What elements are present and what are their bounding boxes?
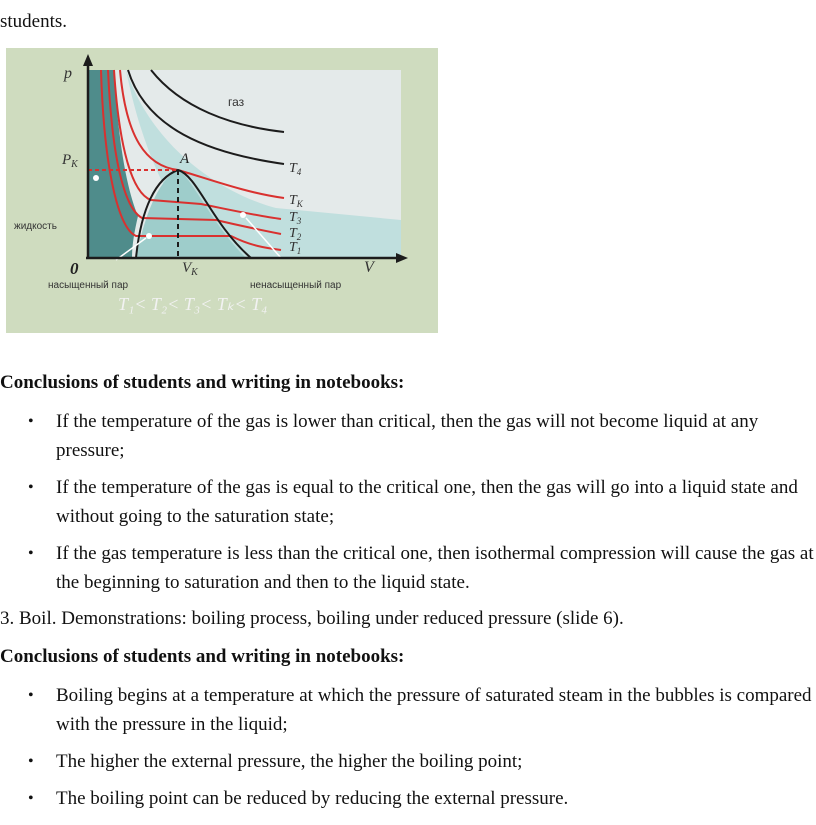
list-item	[0, 681, 816, 739]
t2-label: $T_2$	[289, 226, 302, 242]
temperature-order-caption: T₁< T₂< T₃< Tₖ< T₄	[118, 294, 268, 314]
bullet-icon: •	[28, 790, 34, 807]
list-item	[0, 539, 816, 597]
unsaturated-pointer-dot	[240, 212, 246, 218]
bullet-icon: •	[28, 545, 34, 562]
list-item	[0, 784, 816, 813]
tk-label: $T_K$	[289, 193, 303, 209]
list-item	[0, 473, 816, 531]
bullet-icon: •	[28, 753, 34, 770]
list-item-text: If the gas temperature is less than the critical one, then isothermal compression will cause the gas at the beginning to saturation and then to the liquid state.	[56, 543, 814, 593]
axis-p-label: p	[64, 65, 72, 82]
boil-paragraph: 3. Boil. Demonstrations: boiling process, boiling under reduced pressure (slide 6).	[0, 608, 624, 629]
liquid-label: жидкость	[14, 221, 57, 232]
list-item-text: Boiling begins at a temperature at which the pressure of saturated steam in the bubbles is compared with the pressure in the liquid;	[56, 685, 812, 735]
conclusions-heading-1: Conclusions of students and writing in notebooks:	[0, 372, 405, 393]
bullet-icon: •	[28, 687, 34, 704]
saturated-pointer-dot	[146, 233, 152, 239]
point-a-label: A	[180, 151, 190, 167]
t3-label: $T_3$	[289, 210, 302, 226]
axis-v-label: V	[364, 259, 374, 276]
saturated-label: насыщенный пар	[48, 280, 129, 291]
list-item-text: The higher the external pressure, the higher the boiling point;	[56, 751, 523, 772]
list-item	[0, 747, 816, 776]
list-item-text: If the temperature of the gas is equal to the critical one, then the gas will go into a liquid state and without going to the saturation state;	[56, 477, 798, 527]
list-item	[0, 407, 816, 465]
bullet-icon: •	[28, 413, 34, 430]
list-item-text: If the temperature of the gas is lower than critical, then the gas will not become liquid at any pressure;	[56, 411, 759, 461]
list-item-text: The boiling point can be reduced by reducing the external pressure.	[56, 788, 569, 809]
phase-diagram-figure	[6, 48, 438, 333]
pk-label: $P_K$	[62, 152, 78, 170]
bullet-icon: •	[28, 479, 34, 496]
unsaturated-label: ненасыщенный пар	[250, 280, 342, 291]
origin-label: 0	[70, 259, 79, 278]
t4-label: $T_4$	[289, 161, 302, 177]
liquid-pointer-dot	[93, 175, 99, 181]
gas-label: газ	[228, 95, 245, 109]
vk-label: $V_K$	[182, 260, 198, 278]
conclusions-list-2	[0, 681, 816, 821]
intro-text: students.	[0, 11, 68, 32]
conclusions-heading-2: Conclusions of students and writing in notebooks:	[0, 646, 405, 667]
conclusions-list-1	[0, 407, 816, 605]
t1-label: $T_1$	[289, 240, 302, 256]
